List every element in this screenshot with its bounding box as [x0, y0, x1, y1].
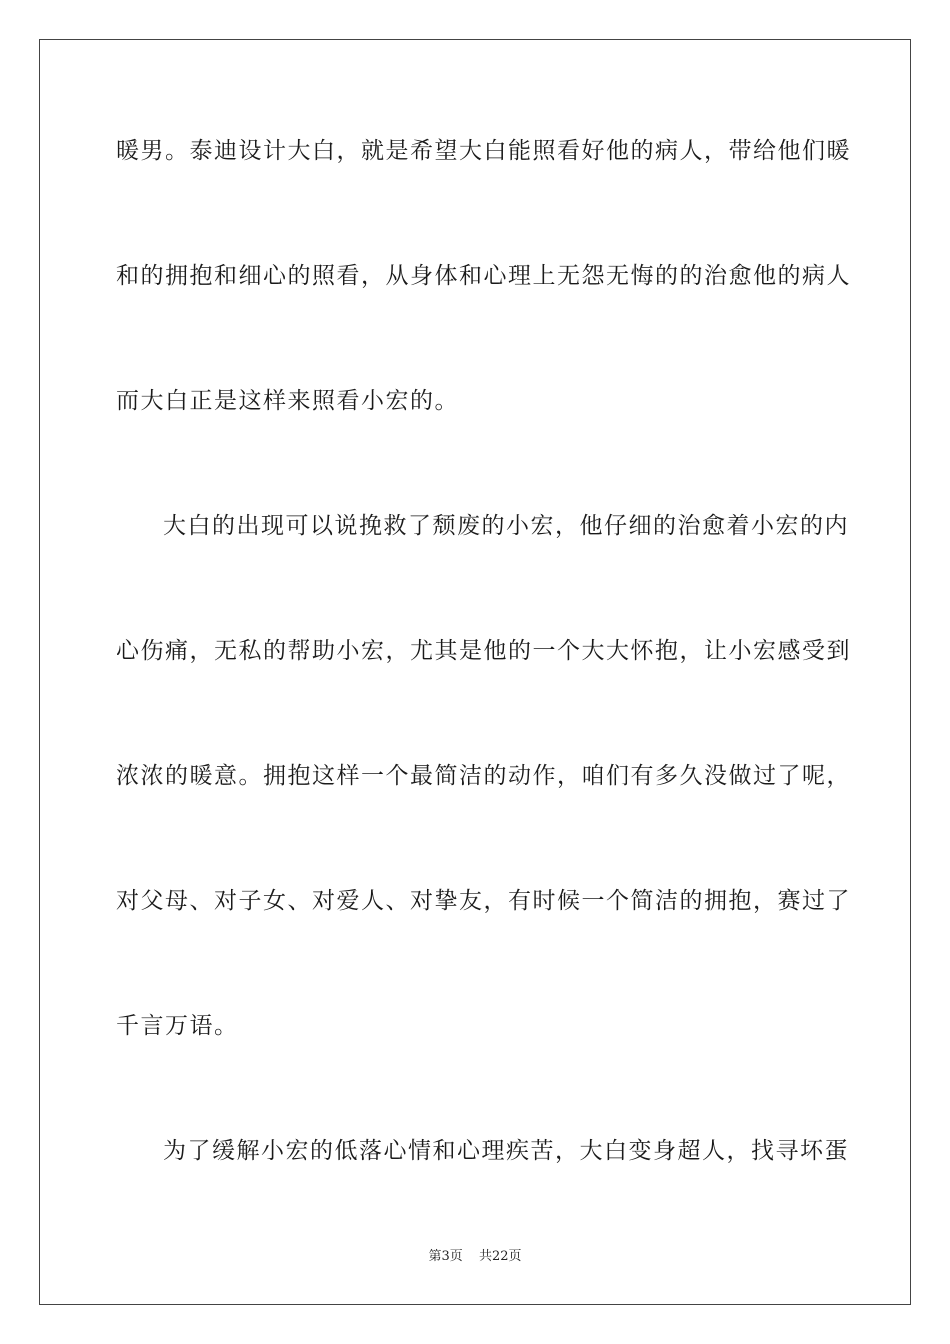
text-line-3: 而大白正是这样来照看小宏的。 [116, 388, 459, 414]
text-line-4: 大白的出现可以说挽救了颓废的小宏，他仔细的治愈着小宏的内 [163, 513, 849, 539]
total-pages: 共22页 [478, 1249, 522, 1264]
text-line-7: 对父母、对子女、对爱人、对挚友，有时候一个简洁的拥抱，赛过了 [116, 888, 851, 914]
text-line-6: 浓浓的暖意。拥抱这样一个最简洁的动作，咱们有多久没做过了呢， [116, 763, 851, 789]
page-border [39, 39, 911, 1305]
text-line-1: 暖男。泰迪设计大白，就是希望大白能照看好他的病人，带给他们暖 [116, 138, 851, 164]
text-line-9: 为了缓解小宏的低落心情和心理疾苦，大白变身超人，找寻坏蛋 [163, 1138, 849, 1164]
text-line-5: 心伤痛，无私的帮助小宏，尤其是他的一个大大怀抱，让小宏感受到 [116, 638, 851, 664]
page-number: 第3页 [428, 1249, 463, 1264]
text-line-2: 和的拥抱和细心的照看，从身体和心理上无怨无悔的的治愈他的病人 [116, 263, 851, 289]
text-line-8: 千言万语。 [116, 1013, 239, 1039]
page-footer [0, 1245, 950, 1264]
